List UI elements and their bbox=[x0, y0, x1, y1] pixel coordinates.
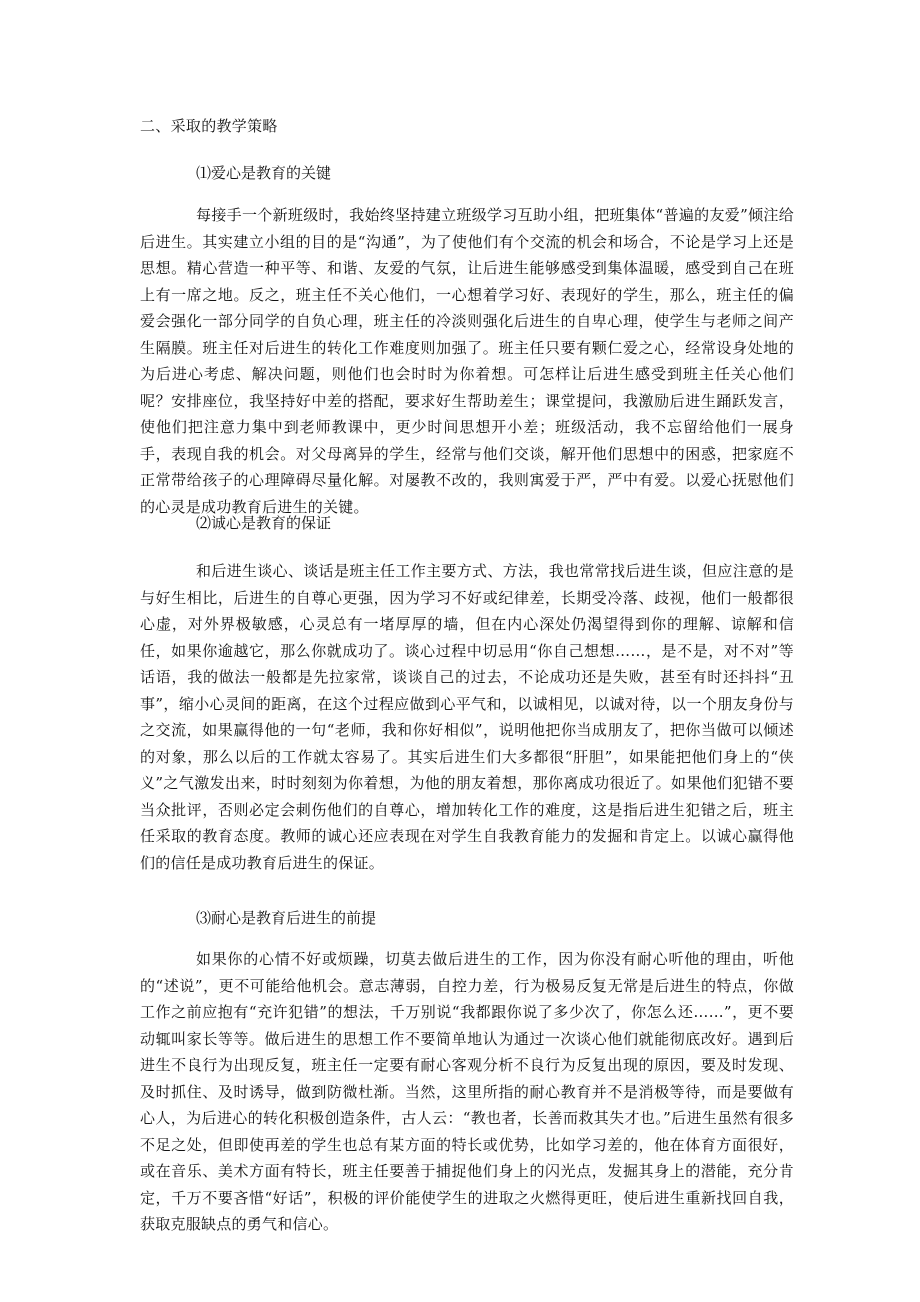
subheading-patience: ⑶耐心是教育后进生的前提 bbox=[196, 909, 377, 927]
subheading-love: ⑴爱心是教育的关键 bbox=[196, 164, 332, 182]
paragraph-patience: 如果你的心情不好或烦躁，切莫去做后进生的工作，因为你没有耐心听他的理由，听他的“述说”，更不可能给他机会。意志薄弱，自控力差，行为极易反复无常是后进生的特点，你做工作之前应抱有“充许犯错”的想法，千万别说“我都跟你说了多少次了，你怎么还……”，更不要动辄叫家长等等。做后进生的思想工作不要简单地认为通过一次谈心他们就能彻底改好。遇到后进生不良行为出现反复，班主任一定要有耐心客观分析不良行为反复出现的原因，要及时发现、及时抓住、及时诱导，做到防微杜渐。当然，这里所指的耐心教育并不是消极等待，而是要做有心人，为后进心的转化积极创造条件，古人云：“教也者，长善而救其失才也。”后进生虽然有很多不足之处，但即使再差的学生也总有某方面的特长或优势，比如学习差的，他在体育方面很好，或在音乐、美术方面有特长，班主任要善于捕捉他们身上的闪光点，发掘其身上的潜能，充分肯定，千万不要吝惜“好话”，积极的评价能使学生的进取之火燃得更旺，使后进生重新找回自我，获取克服缺点的勇气和信心。 bbox=[140, 950, 794, 1233]
paragraph-love: 每接手一个新班级时，我始终坚持建立班级学习互助小组，把班集体“普遍的友爱”倾注给后进生。其实建立小组的目的是“沟通”，为了使他们有个交流的机会和场合，不论是学习上还是思想。精心营造一种平等、和谐、友爱的气氛，让后进生能够感受到集体温暖，感受到自己在班上有一席之地。反之，班主任不关心他们，一心想着学习好、表现好的学生，那么，班主任的偏爱会强化一部分同学的自负心理，班主任的冷淡则强化后进生的自卑心理，使学生与老师之间产生隔膜。班主任对后进生的转化工作难度则加强了。班主任只要有颗仁爱之心，经常设身处地的为后进心考虑、解决问题，则他们也会时时为你着想。可怎样让后进生感受到班主任关心他们呢？安排座位，我坚持好中差的搭配，要求好生帮助差生；课堂提问，我激励后进生踊跃发言，使他们把注意力集中到老师教课中，更少时间思想开小差；班级活动，我不忘留给他们一展身手，表现自我的机会。对父母离异的学生，经常与他们交谈，解开他们思想中的困惑，把家庭不正常带给孩子的心理障碍尽量化解。对屡教不改的，我则寓爱于严，严中有爱。以爱心抚慰他们的心灵是成功教育后进生的关键。 bbox=[140, 206, 794, 516]
paragraph-sincerity: 和后进生谈心、谈话是班主任工作主要方式、方法，我也常常找后进生谈，但应注意的是与好生相比，后进生的自尊心更强，因为学习不好或纪律差，长期受冷落、歧视，他们一般都很心虚，对外界极敏感，心灵总有一堵厚厚的墙，但在内心深处仍渴望得到你的理解、谅解和信任，如果你逾越它，那么你就成功了。谈心过程中切忌用“你自己想想……，是不是，对不对”等话语，我的做法一般都是先拉家常，谈谈自己的过去，不论成功还是失败，甚至有时还抖抖“丑事”，缩小心灵间的距离，在这个过程应做到心平气和，以诚相见，以诚对待，以一个朋友身份与之交流，如果赢得他的一句“老师，我和你好相似”，说明他把你当成朋友了，把你当做可以倾述的对象，那么以后的工作就太容易了。其实后进生们大多都很“肝胆”，如果能把他们身上的“侠义”之气激发出来，时时刻刻为你着想，为他的朋友着想，那你离成功很近了。如果他们犯错不要当众批评，否则必定会刺伤他们的自尊心，增加转化工作的难度，这是指后进生犯错之后，班主任采取的教育态度。教师的诚心还应表现在对学生自我教育能力的发掘和肯定上。以诚心赢得他们的信任是成功教育后进生的保证。 bbox=[140, 562, 794, 872]
section-title: 二、采取的教学策略 bbox=[140, 117, 278, 135]
subheading-sincerity: ⑵诚心是教育的保证 bbox=[196, 514, 332, 532]
